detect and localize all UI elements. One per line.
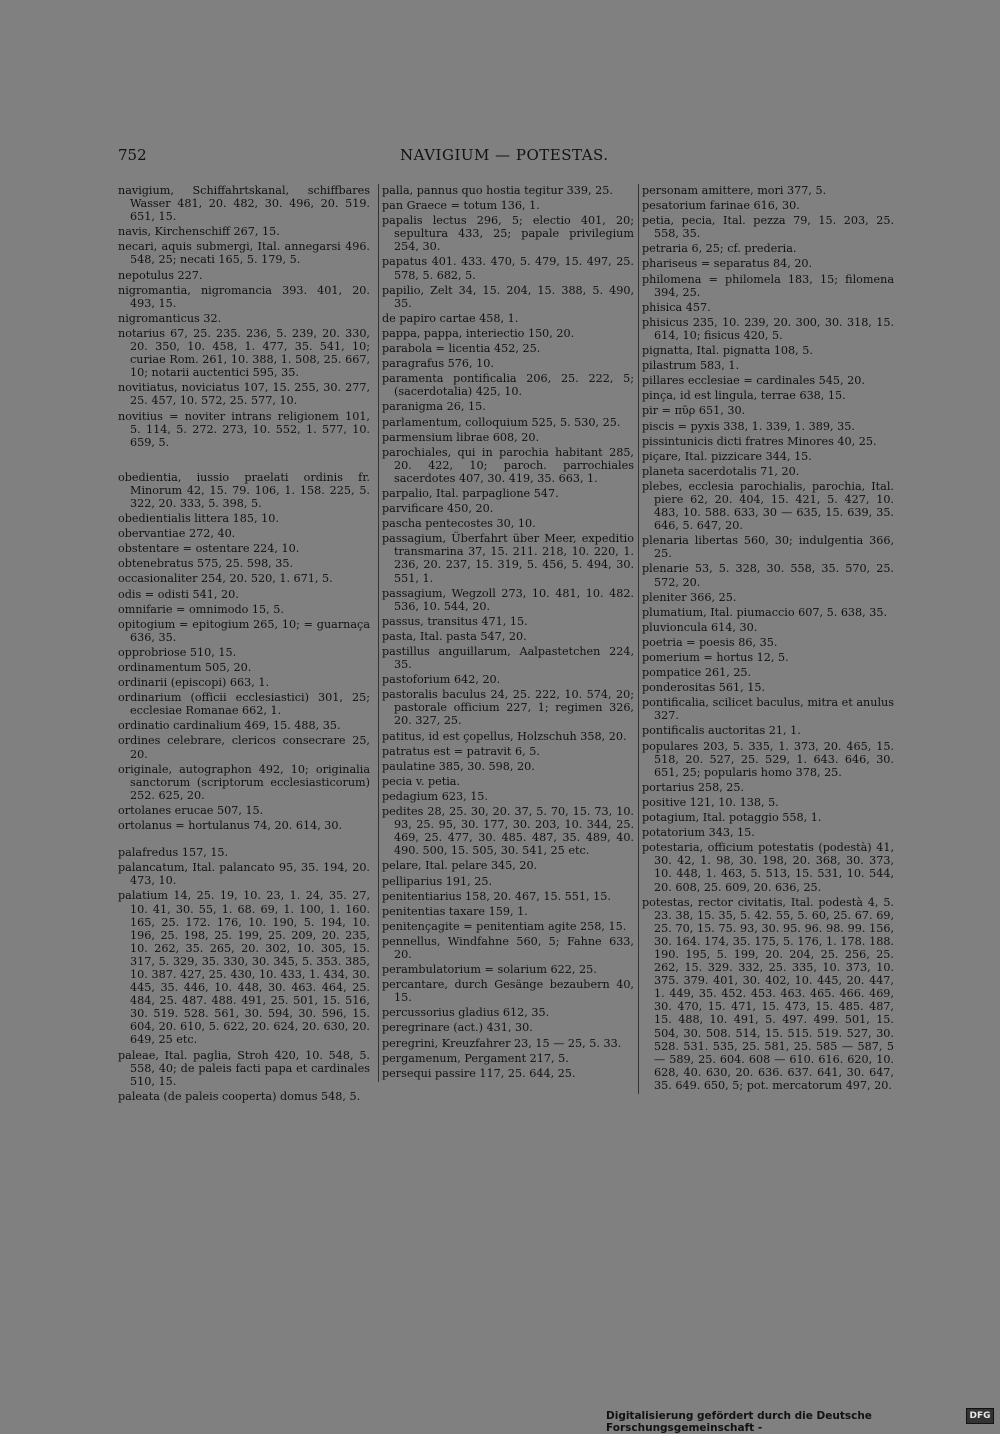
page-number: 752 [118,146,147,164]
index-entry: paleata (de paleis cooperta) domus 548, 5. [118,1089,361,1103]
index-entry: pastoforium 642, 20. [382,673,501,687]
index-entry: parpalio, Ital. parpaglione 547. [382,486,559,500]
index-entry: pastoralis baculus 24, 25. 222, 10. 574, 20; pastorale officium 227, 1; regimen 326, 20. 327, 25. [382,688,634,728]
index-entry: pecia v. petia. [382,774,461,788]
index-entry: plenaria libertas 560, 30; indulgentia 366, 25. [642,534,894,561]
index-entry: pergamenum, Pergament 217, 5. [382,1051,569,1065]
index-entry: palla, pannus quo hostia tegitur 339, 25. [382,184,613,197]
index-entry: patitus, id est çopellus, Holzschuh 358, 20. [382,729,627,743]
index-entry: ordinatio cardinalium 469, 15. 488, 35. [118,719,341,733]
index-entry: passagium, Überfahrt über Meer, expeditio transmarina 37, 15. 211. 218, 10. 220, 1. 236, 20. 237, 15. 319, 5. 456, 5. 494, 30. 551, 1. [382,532,634,585]
index-entry: plebes, ecclesia parochialis, parochia, Ital. piere 62, 20. 404, 15. 421, 5. 427, 10. 483, 10. 588. 633, 30 — 635, 15. 639, 35. 646, 5. 647, 20. [642,479,894,533]
index-entry: nigromantia, nigromancia 393. 401, 20. 493, 15. [118,283,370,310]
index-entry: pontificalis auctoritas 21, 1. [642,724,801,738]
index-entry: plumatium, Ital. piumaccio 607, 5. 638, 35. [642,605,888,619]
page-header [118,146,878,166]
index-entry: philomena = philomela 183, 15; filomena 394, 25. [642,272,894,299]
index-entry: pasta, Ital. pasta 547, 20. [382,629,527,643]
index-entry: piçare, Ital. pizzicare 344, 15. [642,449,812,463]
index-entry: pascha pentecostes 30, 10. [382,517,536,531]
index-entry: pompatice 261, 25. [642,666,752,680]
index-entry: positive 121, 10. 138, 5. [642,795,779,809]
index-entry: pesatorium farinae 616, 30. [642,199,800,213]
index-entry: ortolanus = hortulanus 74, 20. 614, 30. [118,819,343,833]
index-entry: pelare, Ital. pelare 345, 20. [382,859,538,873]
index-entry: parmensium librae 608, 20. [382,430,540,444]
index-entry: ordinarium (officii ecclesiastici) 301, 25; ecclesiae Romanae 662, 1. [118,691,370,718]
funding-notice: Digitalisierung gefördert durch die Deutsche Forschungsgemeinschaft - [606,1410,872,1434]
index-entry: potagium, Ital. potaggio 558, 1. [642,811,822,825]
index-entry: peregrinare (act.) 431, 30. [382,1021,533,1035]
index-entry: potatorium 343, 15. [642,826,755,840]
index-entry: pappa, pappa, interiectio 150, 20. [382,326,575,340]
index-entry: pilastrum 583, 1. [642,359,740,373]
index-entry: planeta sacerdotalis 71, 20. [642,464,800,478]
index-entry: necari, aquis submergi, Ital. annegarsi 496. 548, 25; necati 165, 5. 179, 5. [118,240,370,267]
index-entry: petraria 6, 25; cf. prederia. [642,242,797,256]
index-entry: personam amittere, mori 377, 5. [642,184,827,197]
index-entry: penitentias taxare 159, 1. [382,904,528,918]
index-entry: paleae, Ital. paglia, Stroh 420, 10. 548, 5. 558, 40; de paleis facti papa et cardinales 510, 15. [118,1048,370,1088]
index-entry: petia, pecia, Ital. pezza 79, 15. 203, 25. 558, 35. [642,214,894,241]
index-entry: penitentiarius 158, 20. 467, 15. 551, 15. [382,889,611,903]
index-entry: piscis = pyxis 338, 1. 339, 1. 389, 35. [642,419,855,433]
index-entry: odis = odisti 541, 20. [118,587,239,601]
index-entry: pomerium = hortus 12, 5. [642,651,789,664]
index-entry: ponderositas 561, 15. [642,681,766,695]
index-entry: de papiro cartae 458, 1. [382,311,519,325]
index-entry: ordinamentum 505, 20. [118,661,252,674]
index-entry: parabola = licentia 452, 25. [382,342,541,356]
index-entry: ordinarii (episcopi) 663, 1. [118,676,270,690]
index-entry: passagium, Wegzoll 273, 10. 481, 10. 482. 536, 10. 544, 20. [382,586,634,613]
index-entry: parlamentum, colloquium 525, 5. 530, 25. [382,415,621,429]
index-entry: pleniter 366, 25. [642,590,737,604]
index-entry: phariseus = separatus 84, 20. [642,257,813,271]
index-entry: navis, Kirchenschiff 267, 15. [118,225,280,239]
index-entry: nigromanticus 32. [118,311,222,325]
index-entry: pontificalia, scilicet baculus, mitra et anulus 327. [642,696,894,723]
index-entry: potestas, rector civitatis, Ital. podestà 4, 5. 23. 38, 15. 35, 5. 42. 55, 5. 60, 25. 67. 69, 25. 70, 15. 75. 93, 30. 95. 96. 98. 99. 156, 30. 164. 174, 35. 175, 5. 176, 1. 178. 188. 190. 195, 5. 199, 20. 204, 25. 256, 25. 262, 15. 329. 332, 25. 335, 10. 373, 10. 375. 379. 401, 30. 402, 10. 445, 20. 447, 1. 449, 35. 452. 453. 463. 465. 466. 469, 30. 470, 15. 471, 15. 473, 15. 485. 487, 15. 488, 10. 491, 5. 497. 499. 501, 15. 504, 30. 508. 514, 15. 515. 519. 527, 30. 528. 531. 535, 25. 581, 25. 585 — 587, 5 — 589, 25. 604. 608 — 610. 616. 620, 10. 628, 40. 630, 20. 636. 637. 641, 30. 647, 35. 649. 650, 5; pot. mercatorum 497, 20. [642,895,894,1092]
index-entry: papatus 401. 433. 470, 5. 479, 15. 497, 25. 578, 5. 682, 5. [382,255,634,282]
index-entry: papilio, Zelt 34, 15. 204, 15. 388, 5. 490, 35. [382,283,634,310]
index-entry: navigium, Schiffahrtskanal, schiffbares Wasser 481, 20. 482, 30. 496, 20. 519. 651, 15. [118,184,370,224]
index-entry: paranigma 26, 15. [382,400,486,414]
index-entry: ortolanes erucae 507, 15. [118,803,264,817]
index-column-1 [118,184,370,1105]
index-entry: palatium 14, 25. 19, 10. 23, 1. 24, 35. 27, 10. 41, 30. 55, 1. 68. 69, 1. 100, 1. 160. 165, 25. 172. 176, 10. 190, 5. 194, 10. 196, 25. 198, 25. 199, 25. 209, 20. 235, 10. 262, 35. 265, 20. 302, 10. 305, 15. 317, 5. 329, 35. 330, 30. 345, 5. 353. 385, 10. 387. 427, 25. 430, 10. 433, 1. 434, 30. 445, 35. 446, 10. 448, 30. 463. 464, 25. 484, 25. 487. 488. 491, 25. 501, 15. 516, 30. 519. 528. 561, 30. 594, 30. 596, 15. 604, 20. 610, 5. 622, 20. 624, 20. 630, 20. 649, 25 etc. [118,889,370,1047]
index-entry: potestaria, officium potestatis (podestà) 41, 30. 42, 1. 98, 30. 198, 20. 368, 30. 373, 10. 448, 1. 463, 5. 513, 15. 531, 10. 544, 20. 608, 25. 609, 20. 636, 25. [642,841,894,894]
index-entry: pillares ecclesiae = cardinales 545, 20. [642,374,865,388]
index-entry: persequi passire 117, 25. 644, 25. [382,1066,576,1080]
index-entry: occasionaliter 254, 20. 520, 1. 671, 5. [118,572,333,586]
index-entry: paragrafus 576, 10. [382,357,494,371]
index-entry: pennellus, Windfahne 560, 5; Fahne 633, 20. [382,934,634,961]
index-entry: pir = πῦρ 651, 30. [642,404,746,418]
index-entry: palafredus 157, 15. [118,846,229,860]
index-entry: phisica 457. [642,300,711,314]
page-title: NAVIGIUM — POTESTAS. [400,146,609,164]
dfg-logo: DFG [966,1408,994,1424]
index-entry: pluvioncula 614, 30. [642,620,758,634]
index-entry: paramenta pontificalia 206, 25. 222, 5; (sacerdotalia) 425, 10. [382,372,634,399]
index-entry: novitius = noviter intrans religionem 101, 5. 114, 5. 272. 273, 10. 552, 1. 577, 10. 659, 5. [118,409,370,449]
index-entry: obstentare = ostentare 224, 10. [118,542,300,556]
index-entry: obedientialis littera 185, 10. [118,512,279,526]
index-entry: phisicus 235, 10. 239, 20. 300, 30. 318, 15. 614, 10; fisicus 420, 5. [642,315,894,342]
index-entry: penitençagite = penitentiam agite 258, 15. [382,919,627,933]
index-entry: perambulatorium = solarium 622, 25. [382,963,597,977]
index-entry: pastillus anguillarum, Aalpastetchen 224, 35. [382,645,634,672]
index-entry: obervantiae 272, 40. [118,527,236,541]
index-entry: obtenebratus 575, 25. 598, 35. [118,557,294,571]
index-entry: novitiatus, noviciatus 107, 15. 255, 30. 277, 25. 457, 10. 572, 25. 577, 10. [118,381,370,408]
index-entry: omnifarie = omnimodo 15, 5. [118,602,284,616]
index-entry: patratus est = patravit 6, 5. [382,744,540,758]
index-entry: pelliparius 191, 25. [382,874,493,888]
index-entry: portarius 258, 25. [642,780,745,794]
index-entry: plenarie 53, 5. 328, 30. 558, 35. 570, 25. 572, 20. [642,562,894,589]
index-entry: percantare, durch Gesänge bezaubern 40, 15. [382,978,634,1005]
index-entry: peregrini, Kreuzfahrer 23, 15 — 25, 5. 33. [382,1036,622,1050]
index-entry: poetria = poesis 86, 35. [642,635,778,649]
index-entry: pan Graece = totum 136, 1. [382,199,540,213]
index-entry: pissintunicis dicti fratres Minores 40, 25. [642,434,877,448]
index-entry: obedientia, iussio praelati ordinis fr. Minorum 42, 15. 79. 106, 1. 158. 225, 5. 322, 20. 333, 5. 398, 5. [118,470,370,510]
index-entry: originale, autographon 492, 10; originalia sanctorum (scriptorum ecclesiasticorum) 252. 625, 20. [118,762,370,802]
index-entry: parochiales, qui in parochia habitant 285, 20. 422, 10; paroch. parrochiales sacerdotes 407, 30. 419, 35. 663, 1. [382,445,634,485]
index-entry: passus, transitus 471, 15. [382,614,528,628]
index-entry: pedites 28, 25. 30, 20. 37, 5. 70, 15. 73, 10. 93, 25. 95, 30. 177, 30. 203, 10. 344, 25. 469, 25. 477, 30. 485. 487, 35. 489, 40. 490. 500, 15. 505, 30. 541, 25 etc. [382,805,634,858]
index-entry: pedagium 623, 15. [382,789,488,803]
index-entry: opprobriose 510, 15. [118,645,237,659]
index-entry: paulatine 385, 30. 598, 20. [382,759,535,773]
index-entry: pignatta, Ital. pignatta 108, 5. [642,344,813,358]
index-entry: ordines celebrare, clericos consecrare 25, 20. [118,734,370,761]
index-entry: notarius 67, 25. 235. 236, 5. 239, 20. 330, 20. 350, 10. 458, 1. 477, 35. 541, 10; curiae Rom. 261, 10. 388, 1. 508, 25. 667, 10; notarii auctentici 595, 35. [118,326,370,380]
index-entry: nepotulus 227. [118,268,203,282]
index-entry: palancatum, Ital. palancato 95, 35. 194, 20. 473, 10. [118,861,370,888]
index-column-3 [638,184,894,1094]
index-entry: parvificare 450, 20. [382,502,494,516]
index-entry: pinça, id est lingula, terrae 638, 15. [642,389,846,403]
index-entry: populares 203, 5. 335, 1. 373, 20. 465, 15. 518, 20. 527, 25. 529, 1. 643. 646, 30. 651, 25; popularis homo 378, 25. [642,739,894,779]
index-entry: percussorius gladius 612, 35. [382,1006,550,1020]
index-entry: papalis lectus 296, 5; electio 401, 20; sepultura 433, 25; papale privilegium 254, 30. [382,214,634,254]
index-column-2 [378,184,634,1082]
index-entry: opitogium = epitogium 265, 10; = guarnaça 636, 35. [118,617,370,644]
